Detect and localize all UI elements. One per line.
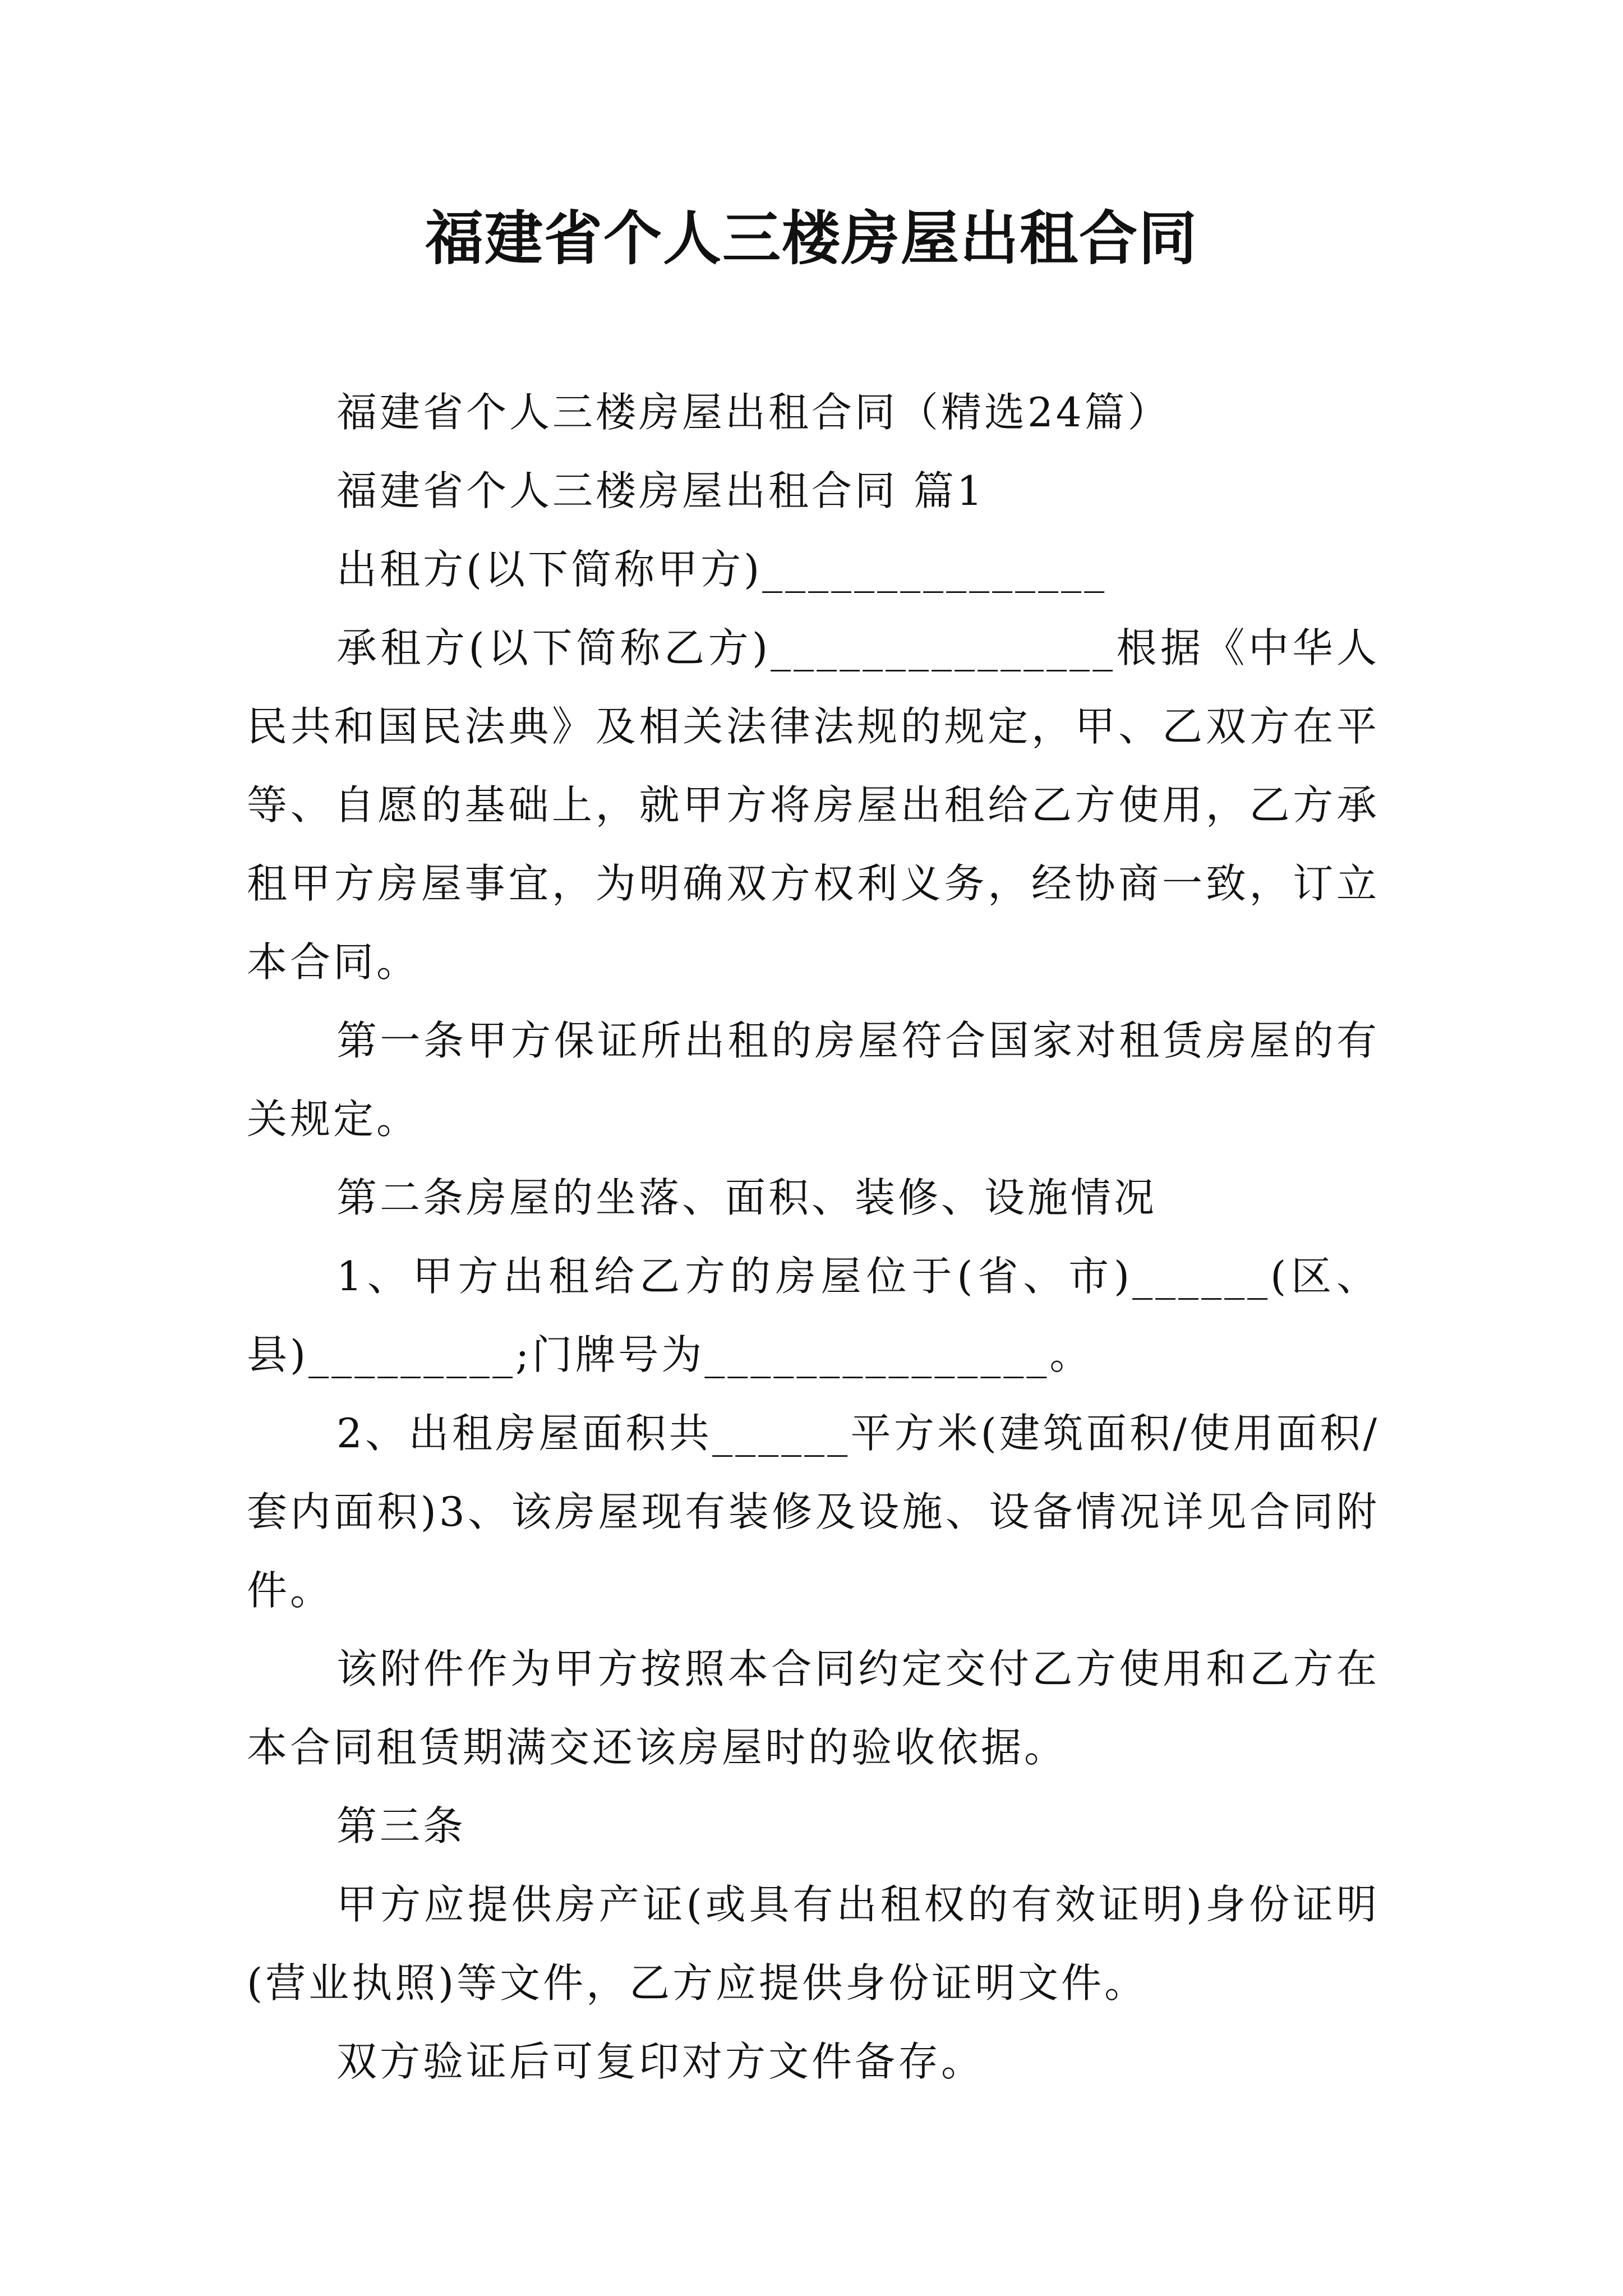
document-body (247, 373, 1380, 2101)
paragraph-attachment-note: 该附件作为甲方按照本合同约定交付乙方使用和乙方在本合同租赁期满交还该房屋时的验收依据。 (247, 1645, 1380, 1771)
paragraph-article-2-item-1: 1、甲方出租给乙方的房屋位于(省、市)______(区、县)_________;门牌号为_______________。 (247, 1253, 1380, 1378)
paragraph-article-1: 第一条甲方保证所出租的房屋符合国家对租赁房屋的有关规定。 (247, 1017, 1380, 1143)
paragraph-section-heading: 福建省个人三楼房屋出租合同 篇1 (336, 467, 985, 514)
paragraph-article-2-item-2: 2、出租房屋面积共______平方米(建筑面积/使用面积/套内面积)3、该房屋现有装修及设施、设备情况详见合同附件。 (247, 1410, 1380, 1614)
paragraph-article-3-heading: 第三条 (336, 1802, 467, 1849)
paragraph-lessor: 出租方(以下简称甲方)_______________ (336, 546, 1108, 593)
paragraph-article-3-documents: 甲方应提供房产证(或具有出租权的有效证明)身份证明(营业执照)等文件，乙方应提供身份证明文件。 (247, 1881, 1380, 2007)
paragraph-subtitle: 福建省个人三楼房屋出租合同（精选24篇） (336, 389, 1171, 436)
paragraph-lessee-preamble: 承租方(以下简称乙方)_______________根据《中华人民共和国民法典》及相关法律法规的规定，甲、乙双方在平等、自愿的基础上，就甲方将房屋出租给乙方使用，乙方承租甲方房屋事宜，为明确双方权利义务，经协商一致，订立本合同。 (247, 624, 1380, 986)
document-title: 福建省个人三楼房屋出租合同 (425, 204, 1198, 273)
paragraph-article-2-heading: 第二条房屋的坐落、面积、装修、设施情况 (336, 1174, 1158, 1221)
paragraph-article-3-verification: 双方验证后可复印对方文件备存。 (336, 2038, 985, 2085)
